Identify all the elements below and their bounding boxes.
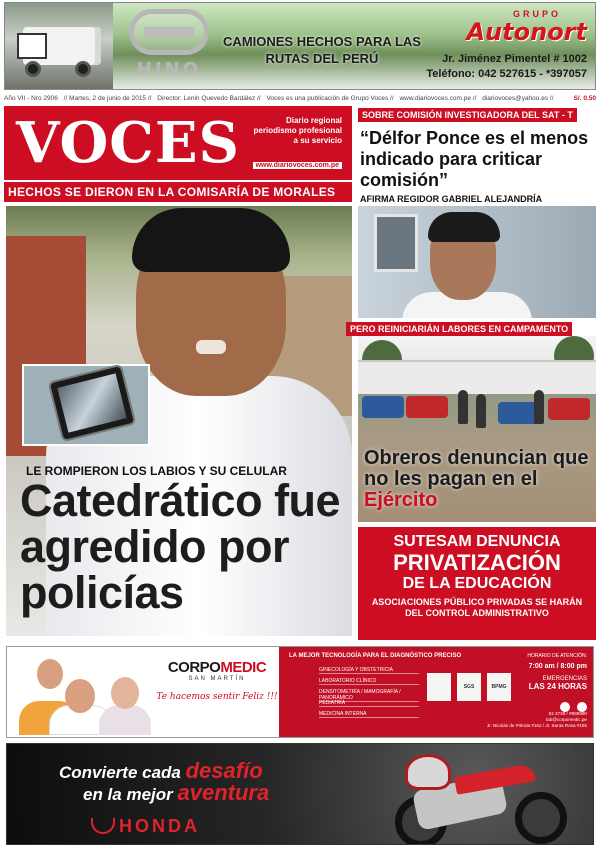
service-item: DENSITOMETRÍA / MAMOGRAFÍA / PANORÁMICO bbox=[319, 689, 419, 702]
honda-logo: HONDA bbox=[119, 816, 200, 836]
story-1-kicker: SOBRE COMISIÓN INVESTIGADORA DEL SAT - T bbox=[358, 108, 577, 122]
story-3-line-1: SUTESAM DENUNCIA bbox=[393, 533, 561, 550]
man-hair bbox=[132, 208, 290, 272]
story-2-kicker: PERO REINICIARIÁN LABORES EN CAMPAMENTO bbox=[346, 322, 572, 336]
publisher: Voces es una publicación de Grupo Voces // bbox=[266, 95, 394, 102]
mototaxi bbox=[548, 398, 590, 420]
slogan-line-1: CAMIONES HECHOS PARA LAS bbox=[223, 34, 421, 49]
camp-wall bbox=[358, 360, 596, 394]
worker bbox=[458, 390, 468, 424]
slogan-line-2: RUTAS DEL PERÚ bbox=[265, 51, 379, 66]
slogan-1-highlight: desafío bbox=[185, 758, 263, 783]
bandaged-lip bbox=[196, 340, 226, 354]
story-3-block[interactable] bbox=[358, 527, 596, 640]
contact-info bbox=[437, 711, 587, 729]
hino-wordmark: HINO bbox=[136, 59, 202, 80]
hino-autonort-ad[interactable] bbox=[4, 2, 596, 90]
broken-phone-inset-photo bbox=[22, 364, 150, 446]
main-story-strip bbox=[4, 180, 352, 202]
mototaxi bbox=[406, 396, 448, 418]
motocross-rider-photo bbox=[385, 752, 575, 844]
story-2-headline-text: Obreros denuncian que no les pagan en el bbox=[364, 447, 589, 490]
mototaxi bbox=[362, 396, 404, 418]
autonort-block bbox=[417, 9, 587, 80]
masthead-tagline: Diario regional periodismo profesional a su servicio bbox=[253, 116, 342, 145]
slogan-2-text: en la mejor bbox=[83, 785, 178, 804]
contact-address: Jr. Nicolás de Piérola #162 / Jr. Santa Rosa #155 bbox=[486, 723, 587, 728]
cracked-phone-icon bbox=[48, 364, 137, 443]
story-3-line-3: DE LA EDUCACIÓN bbox=[402, 575, 552, 592]
worker bbox=[534, 390, 544, 424]
background-window bbox=[374, 214, 418, 272]
autonort-address: Jr. Jiménez Pimentel # 1002 bbox=[442, 53, 587, 65]
story-2-headline-highlight: Ejército bbox=[364, 489, 438, 511]
newspaper-title: VOCES bbox=[16, 110, 240, 176]
hours-value: 7:00 am / 8:00 pm bbox=[528, 663, 587, 670]
service-item: MEDICINA INTERNA bbox=[319, 711, 419, 718]
corpomedic-wordmark bbox=[155, 659, 279, 676]
tech-headline: LA MEJOR TECNOLOGÍA PARA EL DIAGNÓSTICO PRECISO bbox=[289, 653, 462, 659]
website-link[interactable]: www.diariovoces.com.pe // bbox=[399, 95, 477, 102]
bpmg-badge: BPMG bbox=[487, 673, 511, 701]
slogan-1-text: Convierte cada bbox=[59, 763, 186, 782]
grupo-label: GRUPO bbox=[512, 9, 561, 19]
truck-wheel bbox=[25, 61, 41, 77]
truck-wheel bbox=[75, 61, 91, 77]
truck-photo bbox=[5, 3, 113, 90]
front-wheel bbox=[515, 792, 567, 844]
story-3-line-2: PRIVATIZACIÓN bbox=[393, 550, 561, 575]
main-story-kicker: LE ROMPIERON LOS LABIOS Y SU CELULAR bbox=[26, 464, 287, 478]
masthead bbox=[4, 106, 352, 182]
corpomedic-location: SAN MARTÍN bbox=[188, 676, 246, 682]
story-1-photo bbox=[358, 206, 596, 318]
father-face bbox=[65, 679, 95, 713]
story-1-subtitle: AFIRMA REGIDOR GABRIEL ALEJANDRÍA bbox=[360, 194, 543, 204]
opening-hours bbox=[507, 653, 587, 691]
service-item: GINECOLOGÍA Y OBSTETRICIA bbox=[319, 667, 419, 674]
contact-email[interactable]: lab@corpomedic.pe bbox=[546, 717, 587, 722]
main-story-strip-text: HECHOS SE DIERON EN LA COMISARÍA DE MORALES bbox=[8, 185, 336, 199]
story-1-headline[interactable]: “Délfor Ponce es el menos indicado para criticar comisión” bbox=[360, 128, 589, 190]
rider-helmet bbox=[405, 754, 451, 790]
hino-logo bbox=[123, 9, 215, 89]
emergency-hours: LAS 24 HORAS bbox=[528, 682, 587, 691]
corpomedic-logo bbox=[155, 659, 279, 702]
main-story-headline[interactable]: Catedrático fue agredido por policías bbox=[20, 475, 341, 618]
issue-number: Año VII - Nro 2906 bbox=[4, 95, 58, 102]
slogan-2-highlight: aventura bbox=[177, 780, 270, 805]
honda-wing-icon bbox=[91, 818, 115, 834]
corpomedic-ad[interactable] bbox=[6, 646, 594, 738]
corpomedic-slogan: Te hacemos sentir Feliz !!! bbox=[156, 692, 278, 702]
emergency-info bbox=[507, 676, 587, 691]
worker bbox=[476, 394, 486, 428]
masthead-url[interactable]: www.diariovoces.com.pe bbox=[253, 162, 342, 169]
mother-face bbox=[111, 677, 139, 709]
ad-slogan bbox=[217, 33, 427, 67]
brand-part-b: MEDIC bbox=[220, 659, 267, 676]
emergency-label: EMERGENCIAS bbox=[542, 676, 587, 682]
sgs-badge: SGS bbox=[457, 673, 481, 701]
autonort-logo: Autonort bbox=[466, 18, 587, 46]
story-3-subtitle: ASOCIACIONES PÚBLICO PRIVADAS SE HARÁN DEL CONTROL ADMINISTRATIVO bbox=[371, 597, 583, 618]
mother-shirt bbox=[99, 705, 151, 735]
honda-slogan-line-2 bbox=[83, 780, 269, 806]
issue-info-line bbox=[4, 95, 596, 102]
hours-label: HORARIO DE ATENCIÓN: bbox=[527, 653, 587, 659]
director: Director: Lenin Quevedo Bardález // bbox=[157, 95, 261, 102]
truck-cab bbox=[17, 33, 47, 59]
price: S/. 0.50 bbox=[573, 95, 596, 102]
child-face bbox=[37, 659, 63, 689]
autonort-phone: Teléfono: 042 527615 - *397057 bbox=[426, 68, 587, 80]
service-item: LABORATORIO CLÍNICO bbox=[319, 678, 419, 685]
contact-phone: 52 3739 / #986990 bbox=[548, 711, 587, 716]
hino-emblem-icon bbox=[129, 9, 209, 55]
family-photo bbox=[15, 651, 151, 735]
email-link[interactable]: diariovoces@yahoo.es // bbox=[482, 95, 554, 102]
honda-ad[interactable] bbox=[6, 743, 594, 845]
issue-date: // Martes, 2 de junio de 2015 // bbox=[63, 95, 152, 102]
portrait-hair bbox=[428, 212, 500, 242]
service-item: PEDIATRÍA bbox=[319, 700, 419, 707]
story-2-headline[interactable] bbox=[364, 448, 596, 511]
brand-part-a: CORPO bbox=[167, 659, 221, 676]
corpomedic-info-panel bbox=[279, 647, 594, 738]
certificate-badge-icon bbox=[427, 673, 451, 701]
